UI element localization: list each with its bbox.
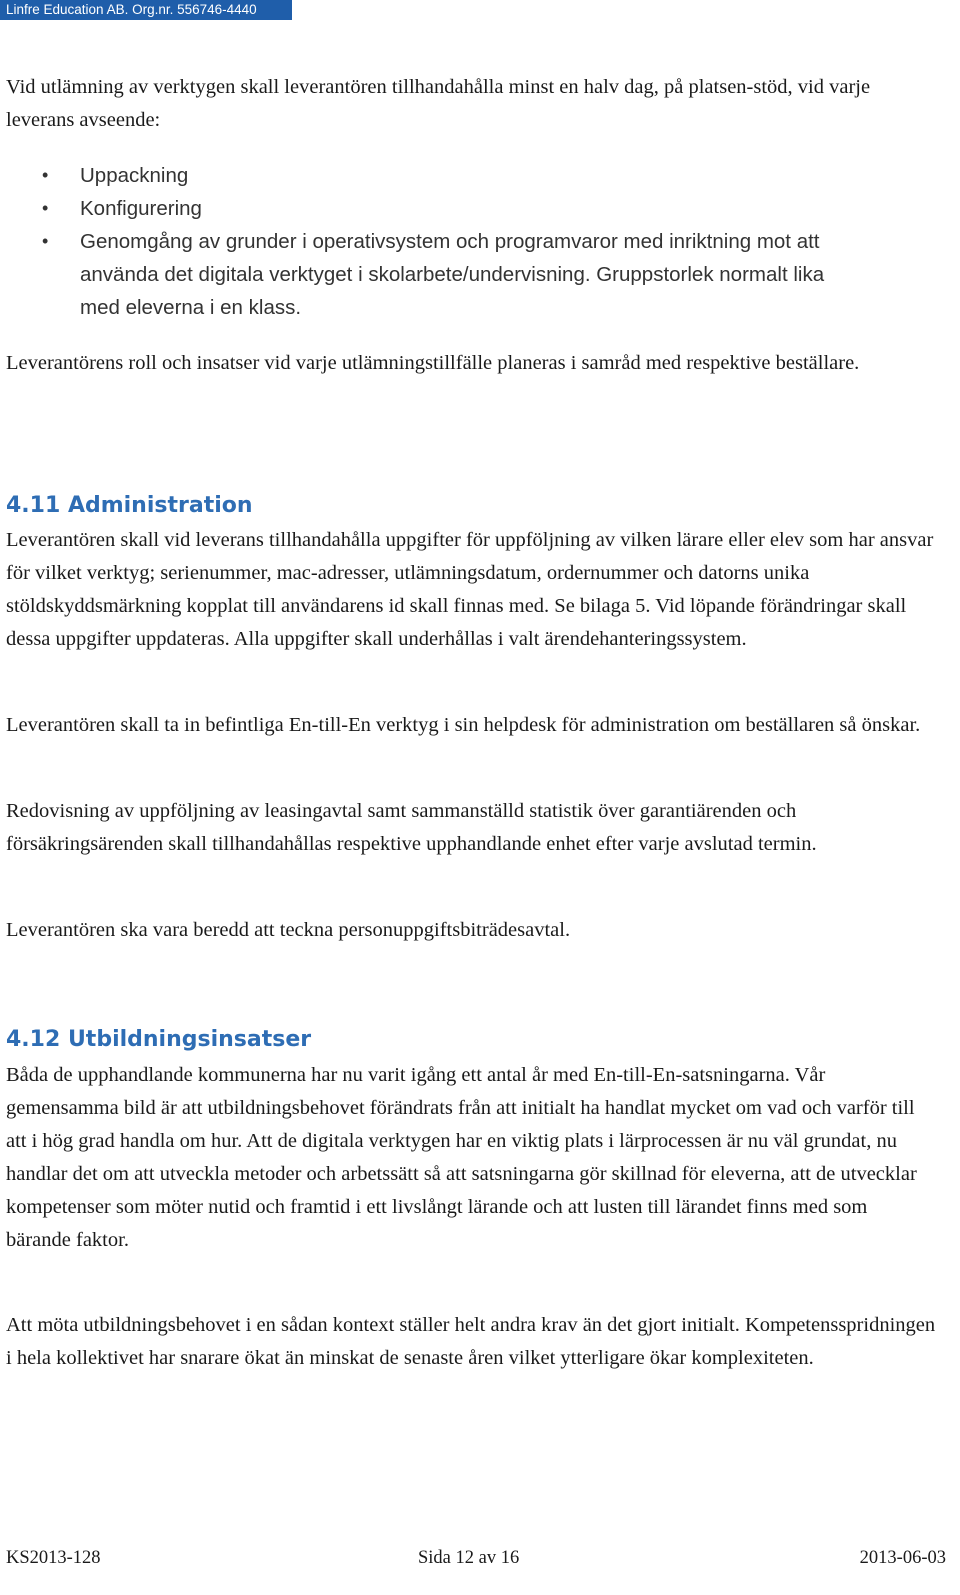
roll-paragraph: Leverantörens roll och insatser vid varje utlämningstillfälle planeras i samråd med respektive beställare.	[6, 352, 860, 374]
bullet-icon: •	[42, 231, 49, 251]
heading-4-11: 4.11 Administration	[6, 493, 253, 518]
bullet-icon: •	[42, 198, 49, 218]
admin-paragraph-2: Leverantören skall ta in befintliga En-till-En verktyg i sin helpdesk för administration om beställaren så önskar.	[6, 714, 921, 736]
bullet-icon: •	[42, 165, 49, 185]
bullet-list	[6, 159, 866, 324]
heading-4-12: 4.12 Utbildningsinsatser	[6, 1027, 312, 1052]
admin-paragraph-3: Redovisning av uppföljning av leasingavtal samt sammanställd statistik över garantiärenden och försäkringsärenden skall tillhandahållas respektive upphandlande enhet efter varje avslutad termin.	[6, 800, 817, 855]
admin-paragraph-4: Leverantören ska vara beredd att teckna personuppgiftsbiträdesavtal.	[6, 919, 571, 941]
footer-reference: KS2013-128	[6, 1548, 101, 1568]
list-item: • Uppackning	[6, 159, 866, 192]
list-item: • Genomgång av grunder i operativsystem och programvaror med inriktning mot att använda det digitala verktyget i skolarbete/undervisning. Gruppstorlek normalt lika med eleverna i en klass.	[6, 225, 866, 324]
page-footer	[6, 1545, 946, 1571]
list-item: • Konfigurering	[6, 192, 866, 225]
education-paragraph-1: Båda de upphandlande kommunerna har nu varit igång ett antal år med En-till-En-satsningarna. Vår gemensamma bild är att utbildningsbehovet förändrats från att initialt ha handlat mycket om vad och varför till att i hög grad handla om hur. Att de digitala verktygen har en viktig plats i lärprocessen är nu väl grundat, nu handlar det om att utveckla metoder och arbetssätt så att satsningarna gör skillnad för eleverna, att de utvecklar kompetenser som möter nutid och framtid i ett livslångt lärande och att lusten till lärandet finns med som bärande faktor.	[6, 1064, 917, 1251]
header-org: Linfre Education AB. Org.nr. 556746-4440	[0, 0, 292, 20]
footer-date: 2013-06-03	[859, 1548, 946, 1568]
admin-paragraph-1: Leverantören skall vid leverans tillhandahålla uppgifter för uppföljning av vilken lärare eller elev som har ansvar för vilket verktyg; serienummer, mac-adresser, utlämningsdatum, ordernummer och datorns unika stöldskyddsmärkning kopplat till användarens id skall finnas med. Se bilaga 5. Vid löpande förändringar skall dessa uppgifter uppdateras. Alla uppgifter skall underhållas i valt ärendehanteringssystem.	[6, 529, 934, 650]
education-paragraph-2: Att möta utbildningsbehovet i en sådan kontext ställer helt andra krav än det gjort initialt. Kompetensspridningen i hela kollektivet har snarare ökat än minskat de senaste åren vilket ytterligare ökar komplexiteten.	[6, 1314, 936, 1369]
footer-page-number: Sida 12 av 16	[418, 1548, 520, 1568]
intro-paragraph: Vid utlämning av verktygen skall leverantören tillhandahålla minst en halv dag, på platsen-stöd, vid varje leverans avseende:	[6, 76, 871, 131]
